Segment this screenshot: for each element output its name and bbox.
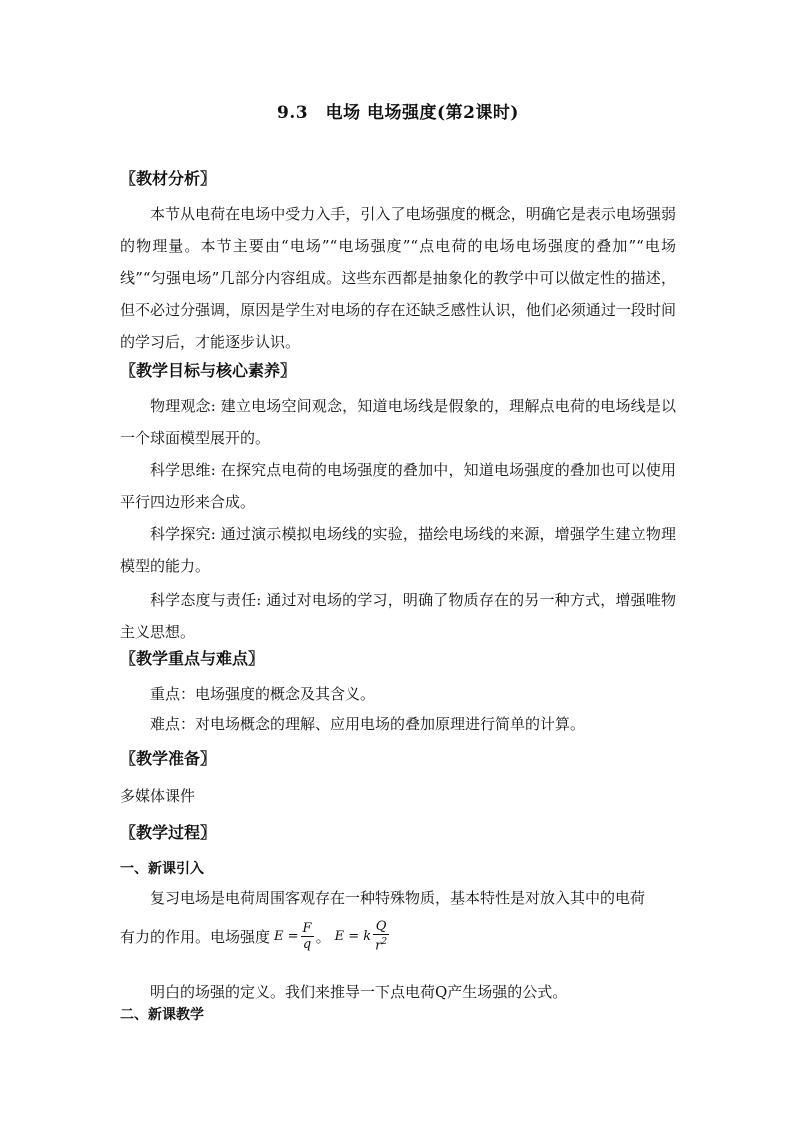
- formula1-fraction: [301, 921, 314, 952]
- formula2-numerator: Q: [375, 918, 387, 934]
- goal-physics-concept: 物理观念: 建立电场空间观念，知道电场线是假象的，理解点电荷的电场线是以一个球面模型展开的。: [120, 397, 676, 447]
- subsection-title-intro: 一、新课引入: [120, 861, 204, 877]
- document-title: 9.3 电场 电场强度(第2课时): [277, 103, 519, 123]
- goal-scientific-thinking: 科学思维: 在探究点电荷的电场强度的叠加中，知道电场强度的叠加也可以使用平行四边形来合成。: [120, 461, 676, 511]
- formula1-numerator: F: [302, 920, 312, 936]
- formula2-denominator: [373, 935, 389, 953]
- section-heading-keypoints: 〖教学重点与难点〗: [120, 649, 265, 668]
- goal-scientific-inquiry: 科学探究: 通过演示模拟电场线的实验，描绘电场线的来源，增强学生建立物理模型的能力。: [120, 525, 676, 575]
- formula2-fraction: [373, 919, 389, 953]
- key-point-text: 重点：电场强度的概念及其含义。: [150, 685, 376, 703]
- section-heading-preparation: 〖教学准备〗: [120, 749, 217, 768]
- goal-attitude-responsibility: 科学态度与责任: 通过对电场的学习，明确了物质存在的另一种方式，增强唯物主义思想。: [120, 591, 676, 641]
- formula1-denominator: q: [302, 936, 312, 952]
- analysis-paragraph: 本节从电荷在电场中受力入手，引入了电场强度的概念，明确它是表示电场强弱的物理量。本节主要由“电场”“电场强度”“点电荷的电场电场强度的叠加”“电场线”“匀强电场”几部分内容组成。这些东西都是抽象化的教学中可以做定性的描述，但不必过分强调，原因是学生对电场的存在还缺乏感性认识，他们必须通过一段时间的学习后，才能逐步认识。: [120, 205, 676, 351]
- formula2-lhs: E = k: [334, 928, 372, 944]
- intro-paragraph-line3: 明白的场强的定义。我们来推导一下点电荷Q产生场强的公式。: [150, 983, 568, 1001]
- formula-separator: 。: [315, 927, 331, 946]
- intro-paragraph-line1: 复习电场是电荷周围客观存在一种特殊物质，基本特性是对放入其中的电荷: [150, 889, 646, 907]
- formula2-denominator-base: r: [375, 938, 382, 954]
- intro-text-prefix: 有力的作用。电场强度: [120, 927, 271, 946]
- formula2-exponent: 2: [381, 936, 388, 947]
- section-heading-process: 〖教学过程〗: [120, 823, 217, 842]
- section-heading-goals: 〖教学目标与核心素养〗: [120, 361, 297, 380]
- intro-formula-row: [120, 916, 391, 956]
- preparation-text: 多媒体课件: [120, 787, 196, 805]
- formula1-lhs: E =: [274, 928, 299, 944]
- section-heading-analysis: 〖教材分析〗: [120, 169, 217, 188]
- difficulty-text: 难点：对电场概念的理解、应用电场的叠加原理进行简单的计算。: [150, 715, 586, 733]
- subsection-title-new-lesson: 二、新课教学: [120, 1007, 204, 1023]
